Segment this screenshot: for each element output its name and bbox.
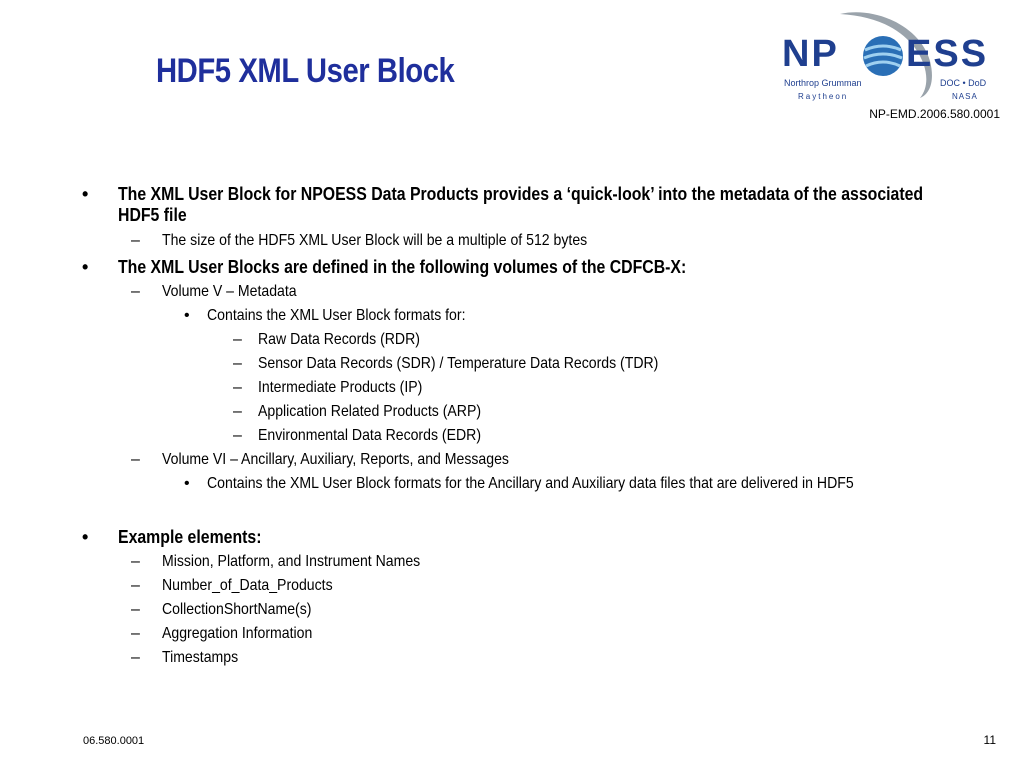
bullet-text: Sensor Data Records (SDR) / Temperature Data Records (TDR) xyxy=(258,355,659,372)
dash-marker: – xyxy=(131,601,140,618)
bullet-marker: • xyxy=(82,257,89,277)
bullet-text: Contains the XML User Block formats for: xyxy=(207,307,466,324)
bullet-text: Application Related Products (ARP) xyxy=(258,403,482,420)
logo-text: DOC • DoD xyxy=(940,78,987,88)
dash-marker: – xyxy=(233,379,242,396)
dash-marker: – xyxy=(131,649,140,666)
bullet-text: The XML User Block for NPOESS Data Products provides a ‘quick-look’ into the metadata of the associated HDF5 file xyxy=(118,184,924,225)
bullet-marker: • xyxy=(184,307,190,324)
page-number: 11 xyxy=(983,733,996,747)
logo-text: Raytheon xyxy=(798,92,849,101)
dash-marker: – xyxy=(233,355,242,372)
logo-text: Northrop Grumman xyxy=(784,78,862,88)
bullet-marker: • xyxy=(82,184,89,204)
svg-text:ESS: ESS xyxy=(906,33,989,75)
bullet-text: The size of the HDF5 XML User Block will be a multiple of 512 bytes xyxy=(162,232,588,249)
dash-marker: – xyxy=(233,331,242,348)
dash-marker: – xyxy=(131,232,140,249)
dash-marker: – xyxy=(233,427,242,444)
bullet-text: The XML User Blocks are defined in the following volumes of the CDFCB-X: xyxy=(118,257,687,277)
bullet-text: Volume V – Metadata xyxy=(162,283,297,300)
bullet-marker: • xyxy=(184,475,190,492)
npoess-logo xyxy=(780,6,1006,104)
bullet-text: Contains the XML User Block formats for the Ancillary and Auxiliary data files that are delivered in HDF5 xyxy=(207,475,854,492)
dash-marker: – xyxy=(131,625,140,642)
bullet-text: Volume VI – Ancillary, Auxiliary, Reports, and Messages xyxy=(162,451,509,468)
dash-marker: – xyxy=(131,283,140,300)
slide-title: HDF5 XML User Block xyxy=(156,52,455,90)
document-id: NP-EMD.2006.580.0001 xyxy=(869,107,1000,121)
dash-marker: – xyxy=(233,403,242,420)
footer-doc-number: 06.580.0001 xyxy=(83,735,145,747)
bullet-text: Raw Data Records (RDR) xyxy=(258,331,420,348)
bullet-text: Timestamps xyxy=(162,649,239,666)
bullet-text: Environmental Data Records (EDR) xyxy=(258,427,482,444)
bullet-text: Mission, Platform, and Instrument Names xyxy=(162,553,421,570)
svg-text:NP: NP xyxy=(782,33,839,75)
dash-marker: – xyxy=(131,451,140,468)
dash-marker: – xyxy=(131,553,140,570)
bullet-text: Number_of_Data_Products xyxy=(162,577,333,594)
bullet-text: Example elements: xyxy=(118,527,262,547)
bullet-marker: • xyxy=(82,527,89,547)
logo-text: NASA xyxy=(952,92,978,101)
bullet-text: Intermediate Products (IP) xyxy=(258,379,423,396)
bullet-text: Aggregation Information xyxy=(162,625,313,642)
bullet-text: CollectionShortName(s) xyxy=(162,601,312,618)
dash-marker: – xyxy=(131,577,140,594)
